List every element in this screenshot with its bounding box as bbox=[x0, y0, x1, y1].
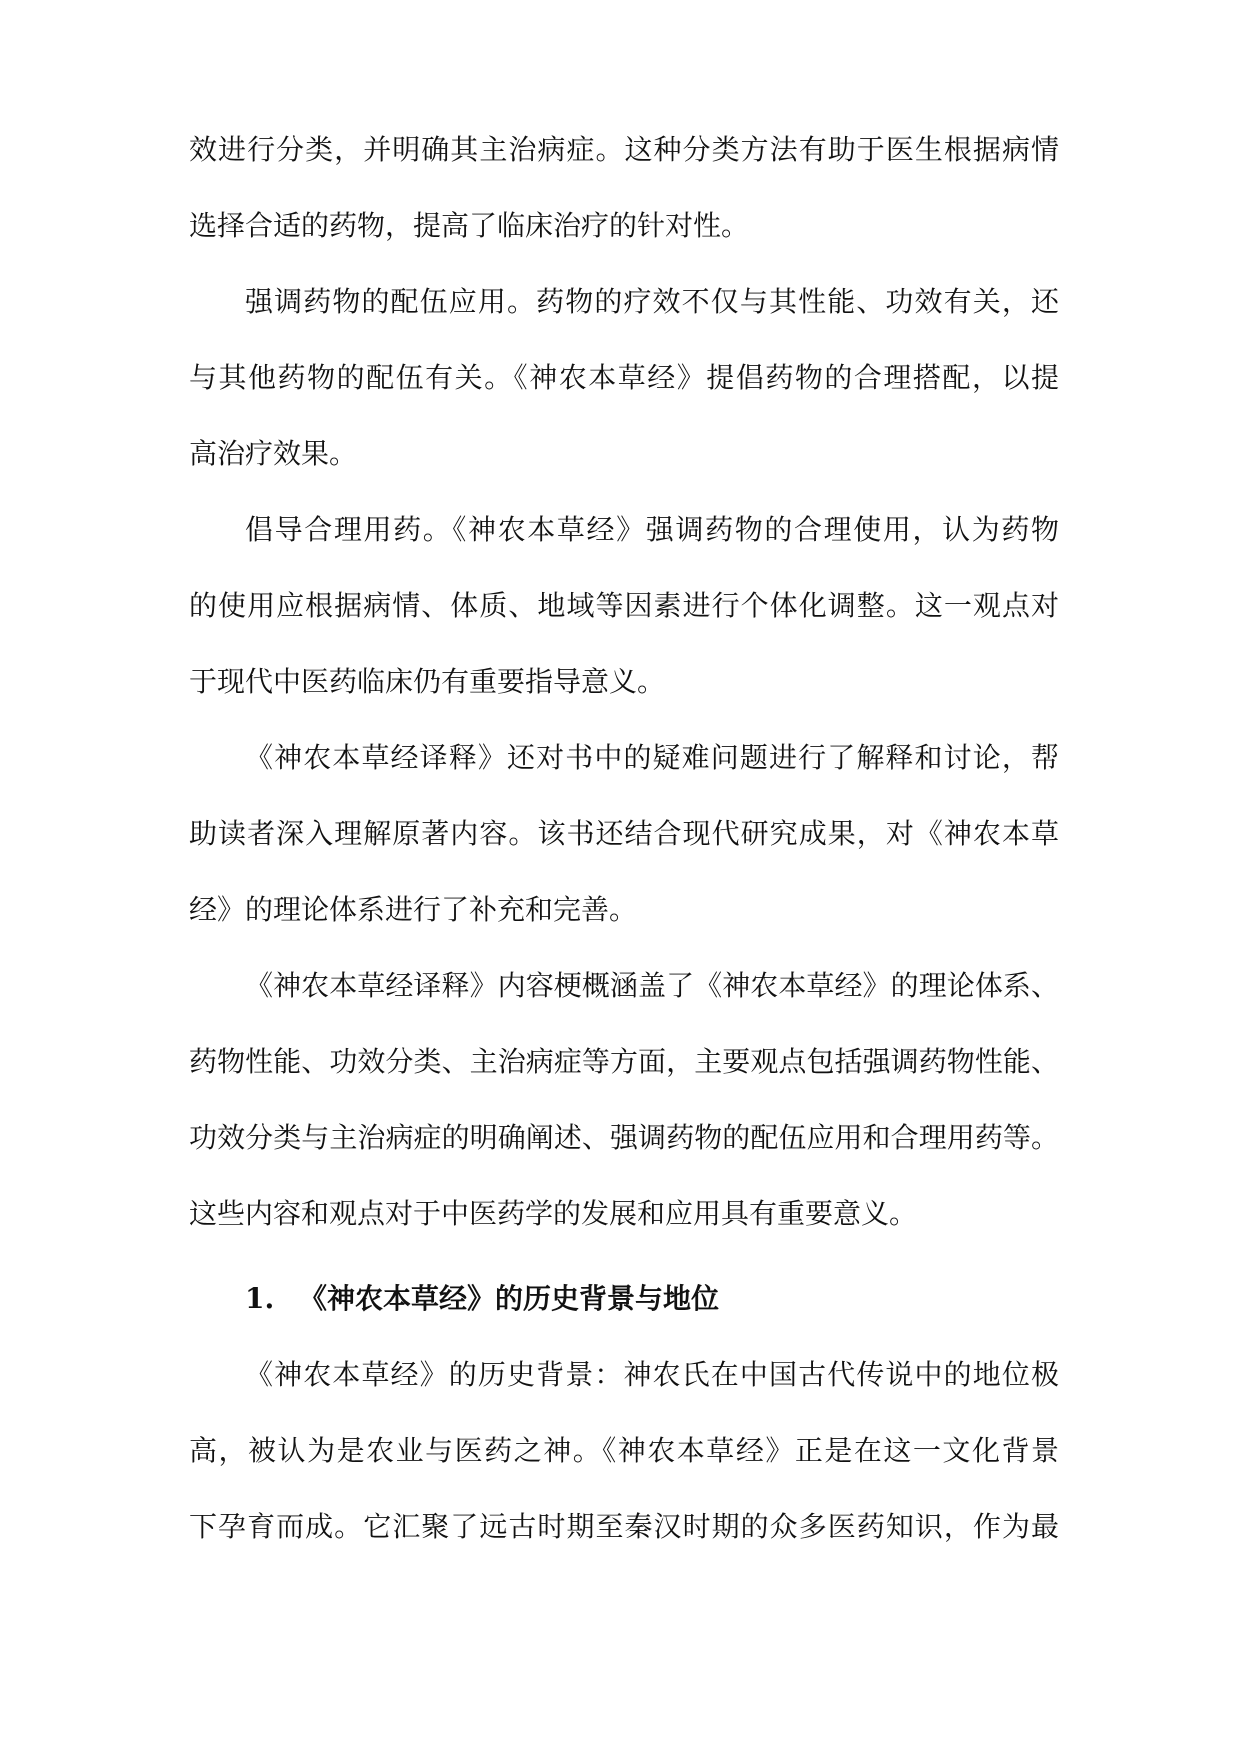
paragraph-line bbox=[189, 1507, 1059, 1547]
paragraph-line bbox=[189, 1355, 1059, 1395]
paragraph-line bbox=[189, 130, 1059, 170]
line-text: 这些内容和观点对于中医药学的发展和应用具有重要意义。 bbox=[189, 1197, 918, 1230]
paragraph-line bbox=[189, 1194, 1059, 1234]
paragraph-line bbox=[189, 662, 1059, 702]
paragraph-line bbox=[189, 890, 1059, 930]
line-text: 下孕育而成。它汇聚了远古时期至秦汉时期的众多医药知识，作为最 bbox=[189, 1510, 1061, 1543]
line-text: 倡导合理用药。《神农本草经》强调药物的合理使用，认为药物 bbox=[245, 513, 1061, 546]
line-text: 与其他药物的配伍有关。《神农本草经》提倡药物的合理搭配，以提 bbox=[189, 361, 1061, 394]
line-text: 经》的理论体系进行了补充和完善。 bbox=[189, 893, 638, 926]
line-text: 高治疗效果。 bbox=[189, 437, 358, 470]
section-title: 《神农本草经》的历史背景与地位 bbox=[299, 1282, 720, 1315]
paragraph-line bbox=[189, 434, 1059, 474]
line-text: 效进行分类，并明确其主治病症。这种分类方法有助于医生根据病情 bbox=[189, 133, 1061, 166]
line-text: 助读者深入理解原著内容。该书还结合现代研究成果，对《神农本草 bbox=[189, 817, 1061, 850]
section-heading bbox=[189, 1279, 1059, 1319]
paragraph-line bbox=[189, 586, 1059, 626]
paragraph-line bbox=[189, 358, 1059, 398]
paragraph-line bbox=[189, 510, 1059, 550]
paragraph-line bbox=[189, 966, 1059, 1006]
paragraph-line bbox=[189, 814, 1059, 854]
section-number: 1. bbox=[245, 1282, 275, 1315]
paragraph-line bbox=[189, 206, 1059, 246]
line-text: 高，被认为是农业与医药之神。《神农本草经》正是在这一文化背景 bbox=[189, 1434, 1061, 1467]
line-text: 药物性能、功效分类、主治病症等方面，主要观点包括强调药物性能、 bbox=[189, 1045, 1060, 1078]
paragraph-line bbox=[189, 282, 1059, 322]
line-text: 强调药物的配伍应用。药物的疗效不仅与其性能、功效有关，还 bbox=[245, 285, 1061, 318]
paragraph-line bbox=[189, 1042, 1059, 1082]
line-text: 选择合适的药物，提高了临床治疗的针对性。 bbox=[189, 209, 750, 242]
paragraph-line bbox=[189, 1118, 1059, 1158]
paragraph-line bbox=[189, 738, 1059, 778]
line-text: 于现代中医药临床仍有重要指导意义。 bbox=[189, 665, 666, 698]
line-text: 《神农本草经译释》还对书中的疑难问题进行了解释和讨论，帮 bbox=[245, 741, 1061, 774]
line-text: 《神农本草经译释》内容梗概涵盖了《神农本草经》的理论体系、 bbox=[245, 969, 1060, 1002]
line-text: 的使用应根据病情、体质、地域等因素进行个体化调整。这一观点对 bbox=[189, 589, 1061, 622]
line-text: 《神农本草经》的历史背景：神农氏在中国古代传说中的地位极 bbox=[245, 1358, 1061, 1391]
paragraph-line bbox=[189, 1431, 1059, 1471]
line-text: 功效分类与主治病症的明确阐述、强调药物的配伍应用和合理用药等。 bbox=[189, 1121, 1060, 1154]
document-page bbox=[189, 130, 1059, 1583]
